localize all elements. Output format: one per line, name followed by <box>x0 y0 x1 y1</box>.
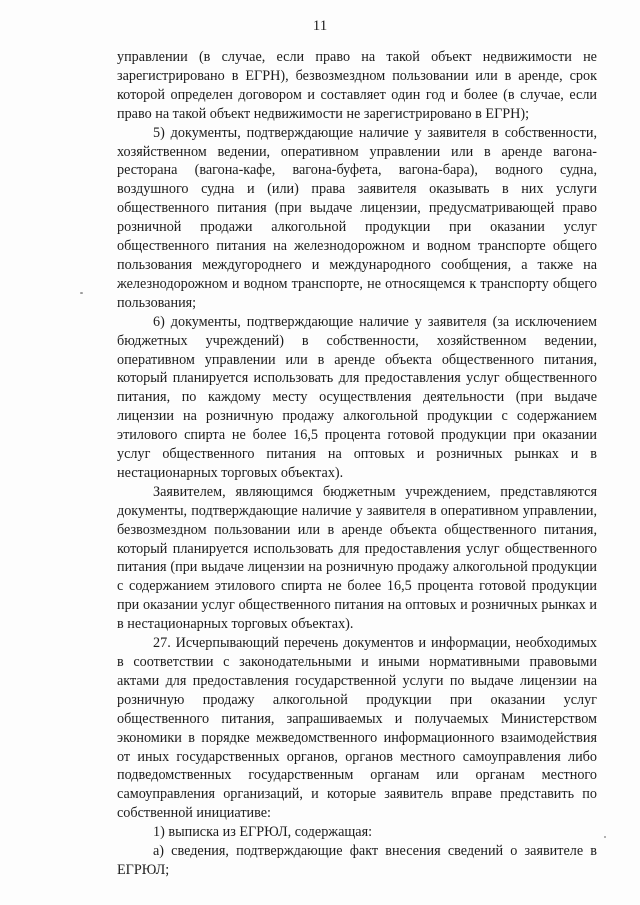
paragraph-clause-27: 27. Исчерпывающий перечень документов и информации, необходимых в соответствии с законодательными и иными нормативными правовыми актами для предоставления государственной услуги по выдаче лицензии на розничную продажу алкогольной продукции при оказании услуг общественного питания, запрашиваемых и получаемых Министерством экономики в порядке межведомственного информационного взаимодействия от иных государственных органов, органов местного самоуправления либо подведомственных государственным органам или органам местного самоуправления организаций, и которые заявитель вправе представить по собственной инициативе: <box>117 635 597 822</box>
paragraph-subitem-a: а) сведения, подтверждающие факт внесения сведений о заявителе в ЕГРЮЛ; <box>117 843 597 878</box>
page-number: 11 <box>312 18 328 34</box>
paragraph-subitem-1: 1) выписка из ЕГРЮЛ, содержащая: <box>153 824 373 841</box>
paragraph-item-6: 6) документы, подтверждающие наличие у заявителя (за исключением бюджетных учреждений) в собственности, хозяйственном ведении, оперативном управлении или в аренде объекта общественного питания, который планируется использовать для предоставления услуг общественного питания, по каждому месту осуществления деятельности (при выдаче лицензии на розничную продажу алкогольной продукции с содержанием этилового спирта не более 16,5 процента готовой продукции при оказании услуг общественного питания на оптовых и розничных рынках и в нестационарных торговых объектах). <box>117 313 597 481</box>
paragraph-continuation: управлении (в случае, если право на такой объект недвижимости не зарегистрировано в ЕГРН), безвозмездном пользовании или в аренде, срок которой определен договором и составляет один год и более (в случае, если право на такой объект недвижимости не зарегистрировано в ЕГРН); <box>117 49 597 122</box>
scan-speck <box>80 292 83 294</box>
paragraph-budget-institution: Заявителем, являющимся бюджетным учреждением, представляются документы, подтверждающие наличие у заявителя в оперативном управлении, безвозмездном пользовании или в аренде объекта общественного питания, который планируется использовать для предоставления услуг общественного питания (при выдаче лицензии на розничную продажу алкогольной продукции с содержанием этилового спирта не более 16,5 процента готовой продукции при оказании услуг общественного питания на оптовых и розничных рынках и в нестационарных торговых объектах). <box>117 483 597 633</box>
paragraph-item-5: 5) документы, подтверждающие наличие у заявителя в собственности, хозяйственном ведении, оперативном управлении или в аренде вагона-ресторана (вагона-кафе, вагона-буфета, вагона-бара), водного судна, воздушного судна и (или) права заявителя оказывать в них услуги общественного питания (при выдаче лицензии, предусматривающей право розничной продажи алкогольной продукции при оказании услуг общественного питания на железнодорожном и водном транспорте общего пользования междугороднего и международного сообщения, а также на железнодорожном и водном транспорте, не относящемся к транспорту общего пользования; <box>117 124 597 311</box>
document-body <box>117 48 597 880</box>
scan-speck <box>604 836 606 838</box>
